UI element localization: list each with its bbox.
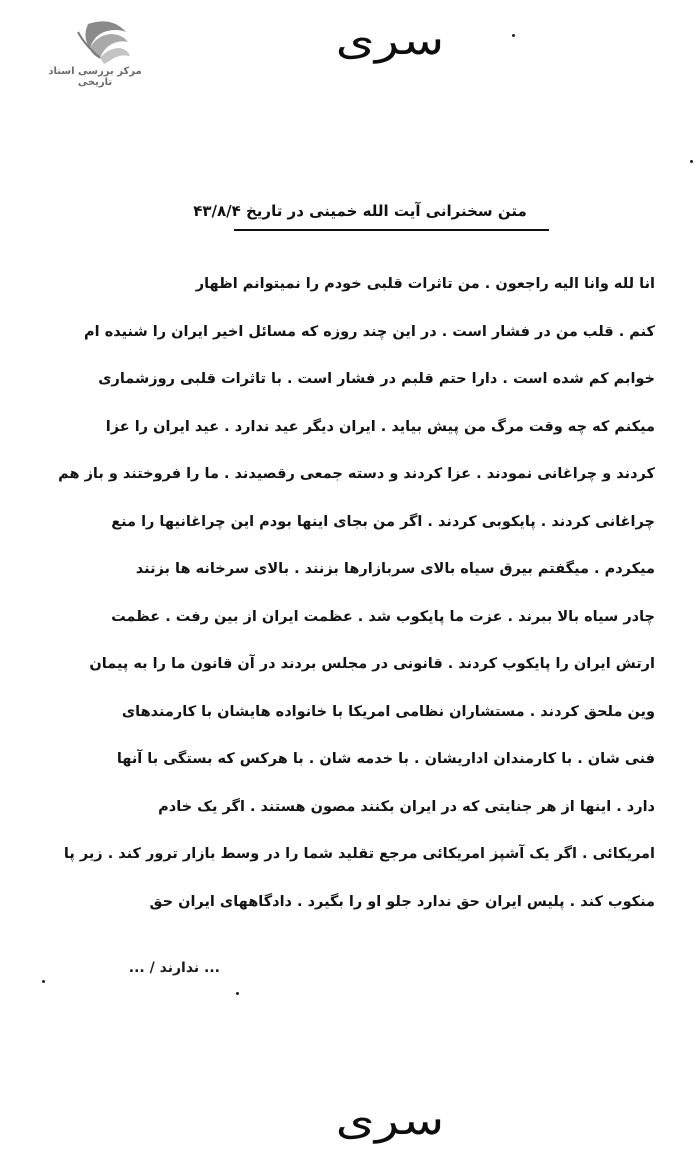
speech-body <box>45 268 655 933</box>
body-line: وین ملحق کردند . مستشاران نظامی امریکا با خانواده هایشان با کارمندهای <box>121 703 655 720</box>
archive-logo <box>30 18 160 88</box>
classification-stamp-bottom: سری <box>335 1098 445 1144</box>
body-line: انا لله وانا الیه راجعون . من تاثرات قلبی خودم را نمیتوانم اظهار <box>195 276 655 292</box>
scan-speck <box>42 980 45 983</box>
body-line: منکوب کند . پلیس ایران حق ندارد جلو او را بگیرد . دادگاههای ایران حق <box>149 893 655 910</box>
body-line: چادر سیاه بالا ببرند . عزت ما پایکوب شد . عظمت ایران از بین رفت . عظمت <box>111 608 655 625</box>
scan-speck <box>690 160 693 163</box>
document-title: متن سخنرانی آیت الله خمینی در تاریخ ۴۳/۸/۴ <box>193 202 527 220</box>
archive-emblem-icon <box>60 18 140 66</box>
body-line: میکردم . میگفتم بیرق سیاه بالای سربازارها بزنند . بالای سرخانه ها بزنند <box>135 561 655 577</box>
body-line: چراغانی کردند . پایکوبی کردند . اگر من بجای اینها بودم این چراغانیها را منع <box>111 513 655 530</box>
closing-line: ... ندارند / ... <box>128 960 220 976</box>
body-line: امریکائی . اگر یک آشپز امریکائی مرجع تقلید شما را در وسط بازار ترور کند . زیر پا <box>63 846 655 862</box>
body-line: کردند و چراغانی نمودند . عزا کردند و دسته جمعی رقصیدند . ما را فروختند و باز هم <box>58 466 655 482</box>
body-line: دارد . اینها از هر جنایتی که در ایران بکنند مصون هستند . اگر یک خادم <box>158 798 655 815</box>
logo-caption: مرکز بررسی اسناد تاریخی <box>48 66 142 88</box>
classification-stamp-top: سری <box>335 18 445 64</box>
body-line: خوابم کم شده است . دارا حتم قلبم در فشار است . با تاثرات قلبی روزشماری <box>98 371 655 387</box>
scan-speck <box>236 992 239 995</box>
title-underline <box>234 229 549 231</box>
body-line: کنم . قلب من در فشار است . در این چند روزه که مسائل اخیر ایران را شنیده ام <box>84 323 655 340</box>
body-line: میکنم که چه وقت مرگ من پیش بیاید . ایران دیگر عید ندارد . عید ایران را عزا <box>105 418 655 435</box>
scan-speck <box>512 34 515 37</box>
body-line: ارتش ایران را پایکوب کردند . قانونی در مجلس بردند در آن قانون ما را به پیمان <box>89 656 655 672</box>
body-line: فنی شان . با کارمندان اداریشان . با خدمه شان . با هرکس که بستگی با آنها <box>116 751 655 767</box>
